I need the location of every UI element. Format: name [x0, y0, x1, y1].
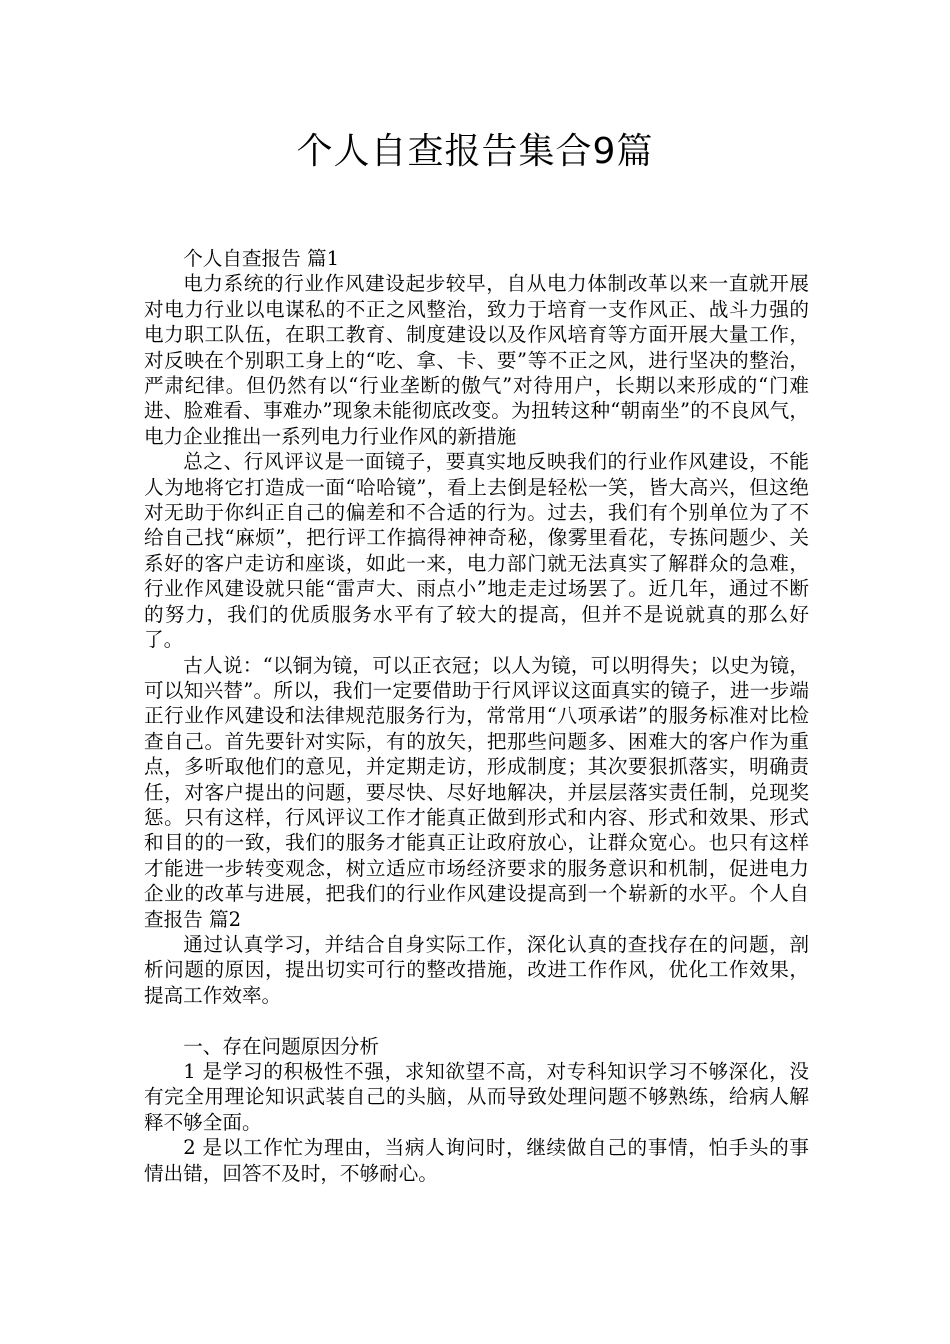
- paragraph: 电力系统的行业作风建设起步较早，自从电力体制改革以来一直就开展对电力行业以电谋私的不正之风整治，致力于培育一支作风正、战斗力强的电力职工队伍，在职工教育、制度建设以及作风培育等方面开展大量工作，对反映在个别职工身上的“吃、拿、卡、要”等不正之风，进行坚决的整治，严肃纪律。但仍然有以“行业垄断的傲气”对待用户，长期以来形成的“门难进、脸难看、事难办”现象未能彻底改变。为扭转这种“朝南坐”的不良风气，电力企业推出一系列电力行业作风的新措施: [144, 272, 809, 448]
- paragraph: 总之、行风评议是一面镜子，要真实地反映我们的行业作风建设，不能人为地将它打造成一面“哈哈镜”，看上去倒是轻松一笑，皆大高兴，但这绝对无助于你纠正自己的偏差和不合适的行为。过去，我们有个别单位为了不给自己找“麻烦”，把行评工作搞得神神奇秘，像雾里看花，专拣问题少、关系好的客户走访和座谈，如此一来，电力部门就无法真实了解群众的急难，行业作风建设就只能“雷声大、雨点小”地走走过场罢了。近几年，通过不断的努力，我们的优质服务水平有了较大的提高，但并不是说就真的那么好了。: [144, 450, 809, 652]
- blank-line: [144, 1008, 809, 1033]
- document-title: 个人自查报告集合9篇: [296, 131, 654, 172]
- section-heading-1: 个人自查报告 篇1: [183, 247, 340, 270]
- paragraph: 通过认真学习，并结合自身实际工作，深化认真的查找存在的问题，剖析问题的原因，提出切实可行的整改措施，改进工作作风，优化工作效果，提高工作效率。: [144, 932, 809, 1007]
- section-heading: 一、存在问题原因分析: [183, 1034, 380, 1058]
- paragraph: 1 是学习的积极性不强，求知欲望不高，对专科知识学习不够深化，没有完全用理论知识武装自己的头脑，从而导致处理问题不够熟练，给病人解释不够全面。: [144, 1059, 809, 1134]
- paragraph: 古人说：“以铜为镜，可以正衣冠；以人为镜，可以明得失；以史为镜，可以知兴替”。所以，我们一定要借助于行风评议这面真实的镜子，进一步端正行业作风建设和法律规范服务行为，常常用“八项承诺”的服务标准对比检查自己。首先要针对实际，有的放矢，把那些问题多、困难大的客户作为重点，多听取他们的意见，并定期走访，形成制度；其次要狠抓落实，明确责任，对客户提出的问题，要尽快、尽好地解决，并层层落实责任制，兑现奖惩。只有这样，行风评议工作才能真正做到形式和内容、形式和效果、形式和目的的一致，我们的服务才能真正让政府放心，让群众宽心。也只有这样才能进一步转变观念，树立适应市场经济要求的服务意识和机制，促进电力企业的改革与进展，把我们的行业作风建设提高到一个崭新的水平。个人自查报告 篇2: [144, 653, 809, 931]
- document-body: [144, 246, 809, 1186]
- paragraph: 2 是以工作忙为理由，当病人询问时，继续做自己的事情，怕手头的事情出错，回答不及时，不够耐心。: [144, 1136, 809, 1185]
